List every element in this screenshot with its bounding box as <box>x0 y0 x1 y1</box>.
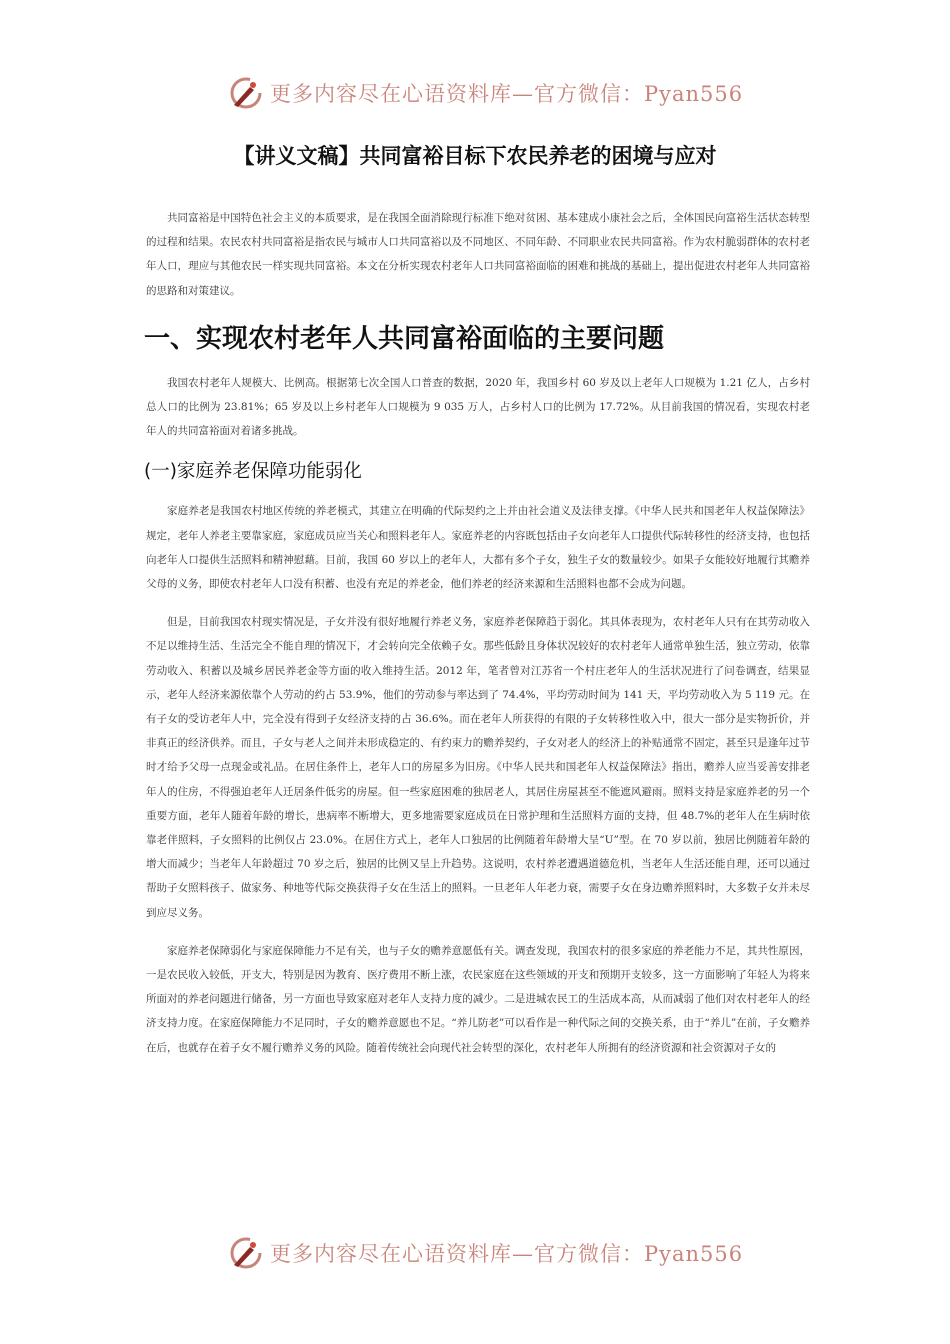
header-banner <box>228 73 748 113</box>
document-title: 【讲义文稿】共同富裕目标下农民养老的困境与应对 <box>233 144 717 168</box>
section-heading: 一、实现农村老年人共同富裕面临的主要问题 <box>144 323 665 354</box>
brush-logo-icon <box>228 1235 264 1271</box>
subsection-heading: (一)家庭养老保障功能弱化 <box>144 461 362 483</box>
brush-logo-icon <box>228 75 264 111</box>
banner-text: 更多内容尽在心语资料库—官方微信：Pyan556 <box>270 1242 744 1266</box>
banner-text: 更多内容尽在心语资料库—官方微信：Pyan556 <box>270 82 744 106</box>
body-paragraph: 家庭养老保障弱化与家庭保障能力不足有关，也与子女的赡养意愿低有关。调查发现，我国农村的很多家庭的养老能力不足，其共性原因，一是农民收入较低，开支大，特别是因为教育、医疗费用不断上涨，农民家庭在这些领域的开支和预期开支较多，这一方面影响了年轻人为将来所面对的养老问题进行储备，另一方面也导致家庭对老年人支持力度的减少。二是进城农民工的生活成本高，从而减弱了他们对农村老年人的经济支持力度。在家庭保障能力不足同时，子女的赡养意愿也不足。“养儿防老”可以看作是一种代际之间的交换关系，由于“养儿”在前，子女赡养在后，也就存在着子女不履行赡养义务的风险。随着传统社会向现代社会转型的深化，农村老年人所拥有的经济资源和社会资源对子女的 <box>146 944 810 1054</box>
footer-banner <box>228 1233 748 1273</box>
section-paragraph: 我国农村老年人规模大、比例高。根据第七次全国人口普查的数据，2020 年，我国乡村 60 岁及以上老年人口规模为 1.21 亿人，占乡村总人口的比例为 23.81%；65 岁及以上乡村老年人口规模为 9 035 万人，占乡村人口的比例为 17.72%。从目前我国的情况看，实现农村老年人的共同富裕面对着诸多挑战。 <box>146 376 810 438</box>
body-paragraph: 家庭养老是我国农村地区传统的养老模式，其建立在明确的代际契约之上并由社会道义及法律支撑。《中华人民共和国老年人权益保障法》规定，老年人养老主要靠家庭，家庭成员应当关心和照料老年人。家庭养老的内容既包括由子女向老年人口提供代际转移性的经济支持，也包括向老年人口提供生活照料和精神慰藉。目前，我国 60 岁以上的老年人，大都有多个子女，独生子女的数量较少。如果子女能较好地履行其赡养父母的义务，即使农村老年人口没有积蓄、也没有充足的养老金，他们养老的经济来源和生活照料也都不会成为问题。 <box>146 505 810 591</box>
intro-paragraph: 共同富裕是中国特色社会主义的本质要求，是在我国全面消除现行标准下绝对贫困、基本建成小康社会之后，全体国民向富裕生活状态转型的过程和结果。农民农村共同富裕是指农民与城市人口共同富裕以及不同地区、不同年龄、不同职业农民共同富裕。作为农村脆弱群体的农村老年人口，理应与其他农民一样实现共同富裕。本文在分析实现农村老年人口共同富裕面临的困难和挑战的基础上，提出促进农村老年人共同富裕的思路和对策建议。 <box>146 212 810 297</box>
document-body <box>146 206 810 1074</box>
body-paragraph: 但是，目前我国农村现实情况是，子女并没有很好地履行养老义务，家庭养老保障趋于弱化。其具体表现为，农村老年人只有在其劳动收入不足以维持生活、生活完全不能自理的情况下，才会转向完全依赖子女。那些低龄且身体状况较好的农村老年人通常单独生活，独立劳动，依靠劳动收入、积蓄以及城乡居民养老金等方面的收入维持生活。2012 年，笔者曾对江苏省一个村庄老年人的生活状况进行了问卷调查，结果显示，老年人经济来源依靠个人劳动的约占 53.9%，他们的劳动参与率达到了 74.4%，平均劳动时间为 141 天，平均劳动收入为 5 119 元。在有子女的受访老年人中，完全没有得到子女经济支持的占 36.6%。而在老年人所获得的有限的子女转移性收入中，很大一部分是实物折价，并非真正的经济供养。而且，子女与老人之间并未形成稳定的、有约束力的赡养契约，子女对老人的经济上的补贴通常不固定，甚至只是逢年过节时才给予父母一点现金或礼品。在居住条件上，老年人口的房屋多为旧房。《中华人民共和国老年人权益保障法》指出，赡养人应当妥善安排老年人的住房，不得强迫老年人迁居条件低劣的房屋。但一些家庭困难的独居老人，其居住房屋甚至不能遮风避雨。照料支持是家庭养老的另一个重要方面，老年人随着年龄的增长，患病率不断增大，更多地需要家庭成员在日常护理和生活照料方面的支持，但 48.7%的老年人在生病时依靠老伴照料，子女照料的比例仅占 23.0%。在居住方式上，老年人口独居的比例随着年龄增大呈“U”型。在 70 岁以前，独居比例随着年龄的增大而减少；当老年人年龄超过 70 岁之后，独居的比例又呈上升趋势。这说明，农村养老遭遇道德危机，当老年人生活还能自理，还可以通过帮助子女照料孩子、做家务、种地等代际交换获得子女在生活上的照料。一旦老年人年老力衰，需要子女在身边赡养照料时，大多数子女并未尽到应尽义务。 <box>146 616 810 919</box>
